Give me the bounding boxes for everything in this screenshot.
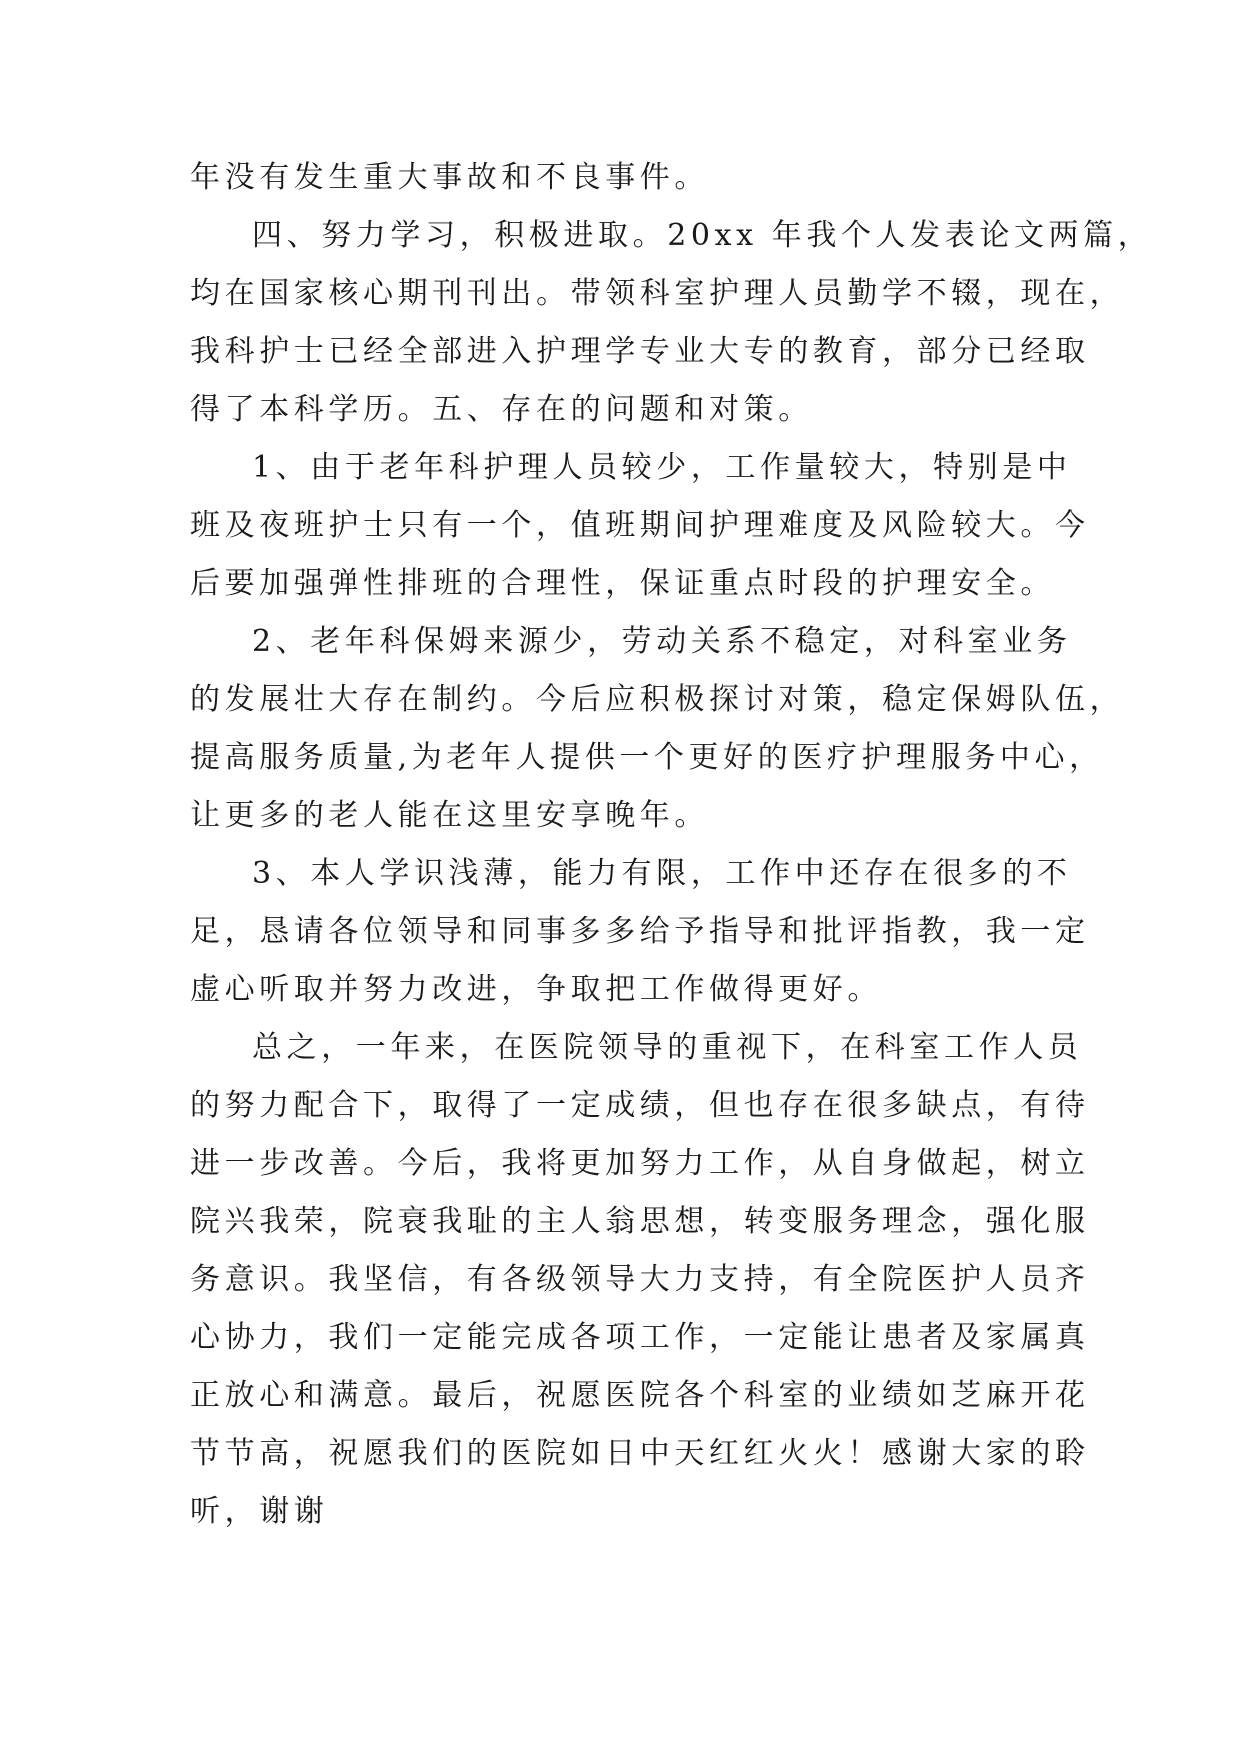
text-line: 听，谢谢 — [190, 1494, 329, 1529]
paragraph-start-line: 总之，一年来，在医院领导的重视下，在科室工作人员 — [252, 1030, 1083, 1065]
text-line: 的发展壮大存在制约。今后应积极探讨对策，稳定保姆队伍， — [190, 682, 1125, 717]
text-line: 的努力配合下，取得了一定成绩，但也存在很多缺点，有待 — [190, 1088, 1090, 1123]
text-line: 节节高，祝愿我们的医院如日中天红红火火！感谢大家的聆 — [190, 1436, 1090, 1471]
text-line: 让更多的老人能在这里安享晚年。 — [190, 798, 709, 833]
paragraph-start-line: 四、努力学习，积极进取。20xx 年我个人发表论文两篇， — [252, 218, 1153, 253]
paragraph-start-line: 2、老年科保姆来源少，劳动关系不稳定，对科室业务 — [252, 624, 1072, 659]
text-line: 均在国家核心期刊刊出。带领科室护理人员勤学不辍，现在， — [190, 276, 1125, 311]
text-line: 足，恳请各位领导和同事多多给予指导和批评指教，我一定 — [190, 914, 1090, 949]
paragraph-start-line: 1、由于老年科护理人员较少，工作量较大，特别是中 — [252, 450, 1072, 485]
text-line: 心协力，我们一定能完成各项工作，一定能让患者及家属真 — [190, 1320, 1090, 1355]
text-line: 进一步改善。今后，我将更加努力工作，从自身做起，树立 — [190, 1146, 1090, 1181]
text-line: 院兴我荣，院衰我耻的主人翁思想，转变服务理念，强化服 — [190, 1204, 1090, 1239]
text-line: 班及夜班护士只有一个，值班期间护理难度及风险较大。今 — [190, 508, 1090, 543]
text-line: 正放心和满意。最后，祝愿医院各个科室的业绩如芝麻开花 — [190, 1378, 1090, 1413]
text-line: 得了本科学历。五、存在的问题和对策。 — [190, 392, 813, 427]
text-line: 虚心听取并努力改进，争取把工作做得更好。 — [190, 972, 882, 1007]
text-line: 我科护士已经全部进入护理学专业大专的教育，部分已经取 — [190, 334, 1090, 369]
text-line: 提高服务质量,为老年人提供一个更好的医疗护理服务中心， — [190, 740, 1104, 775]
text-line: 后要加强弹性排班的合理性，保证重点时段的护理安全。 — [190, 566, 1055, 601]
text-line: 务意识。我坚信，有各级领导大力支持，有全院医护人员齐 — [190, 1262, 1090, 1297]
paragraph-start-line: 3、本人学识浅薄，能力有限，工作中还存在很多的不 — [252, 856, 1072, 891]
text-line: 年没有发生重大事故和不良事件。 — [190, 160, 709, 195]
